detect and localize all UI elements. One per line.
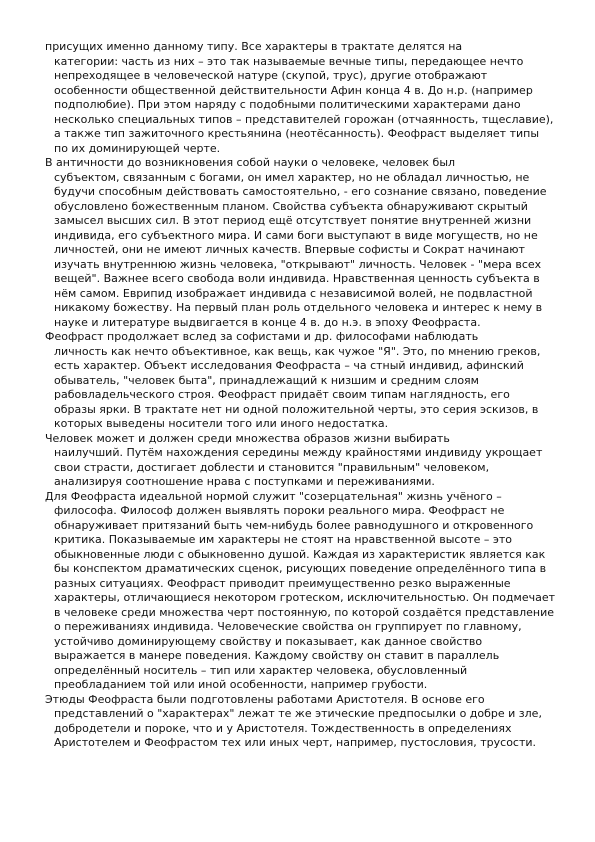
paragraph <box>45 156 555 330</box>
paragraph-body: философа. Философ должен выявлять пороки реального мира. Феофраст не обнаруживает притязаний быть чем-нибудь более равнодушного и откровенного критика. Показываемые им характеры не стоят на нравственной высоте – это обыкновенные люди с обыкновенно душой. Каждая из характеристик является как бы конспектом драматических сценок, рисующих поведение определённого типа в разных ситуациях. Феофраст приводит преимущественно резко выраженные характеры, отличающиеся некотором гротеском, исключительностью. Он подмечает в человеке среди множества черт постоянную, по которой создаётся представление о переживаниях индивида. Человеческие свойства он группирует по главному, устойчиво доминирующему свойству и показывает, как данное свойство выражается в манере поведения. Каждому свойству он ставит в параллель определённый носитель – тип или характер человека, обусловленный преобладанием той или иной особенности, например грубости. <box>54 504 556 691</box>
paragraph-first-line: Феофраст продолжает вслед за софистами и др. философами наблюдать <box>45 330 479 343</box>
paragraph <box>45 330 555 432</box>
paragraph-body: наилучший. Путём нахождения середины между крайностями индивиду укрощает свои страсти, достигает доблести и становится "правильным" человеком, анализируя соотношение нрава с поступками и переживаниями. <box>54 446 543 488</box>
paragraph <box>45 693 555 751</box>
paragraph-first-line: Человек может и должен среди множества образов жизни выбирать <box>45 431 450 445</box>
paragraph-body: личность как нечто объективное, как вещь, как чужое "Я". Это, по мнению греков, есть характер. Объект исследования Феофраста – ча стный индивид, афинский обыватель, "человек быта", принадлежащий к низшим и средним слоям рабовладельческого строя. Феофраст придаёт своим типам наглядность, его образы ярки. В трактате нет ни одной положительной черты, это серия эскизов, в которых выведены носители того или иного недостатка. <box>54 344 541 430</box>
paragraph-body: категории: часть из них – это так называемые вечные типы, передающее нечто непреходящее в человеческой натуре (скупой, трус), другие отображают особенности общественной действительности Афин конца 4 в. До н.р. (например подполюбие). При этом наряду с подобными политическими характерами дано несколько специальных типов – представителей горожан (отчаянность, тщеславие), а также тип зажиточного крестьянина (неотёсанность). Феофраст выделяет типы по их доминирующей черте. <box>54 54 554 155</box>
paragraph-body: представлений о "характерах" лежат те же этические предпосылки о добре и зле, добродетели и пороке, что и у Аристотеля. Тождественность в определениях Аристотелем и Феофрастом тех или иных черт, например, пустословия, трусости. <box>54 707 542 749</box>
paragraph <box>45 490 555 693</box>
paragraph-first-line: присущих именно данному типу. Все характеры в трактате делятся на <box>45 40 463 53</box>
paragraph-body: субъектом, связанным с богами, он имел характер, но не обладал личностью, не будучи способным действовать самостоятельно, - его сознание связано, поведение обусловлено божественным планом. Свойства субъекта обнаруживают скрытый замысел высших сил. В этот период ещё отсутствует понятие внутренней жизни индивида, его субъектного мира. И сами боги выступают в виде могуществ, но не личностей, они не имеют личных качеств. Впервые софисты и Сократ начинают изучать внутреннюю жизнь человека, "открывают" личность. Человек - "мера всех вещей". Важнее всего свобода воли индивида. Нравственная ценность субъекта в нём самом. Еврипид изображает индивида с независимой волей, не подвластной никакому божеству. На первый план роль отдельного человека и интерес к нему в науке и литературе выдвигается в конце 4 в. до н.э. в эпоху Феофраста. <box>54 170 547 329</box>
paragraph <box>45 40 555 156</box>
paragraph-first-line: Этюды Феофраста были подготовлены работами Аристотеля. В основе его <box>45 692 485 706</box>
paragraph-first-line: В античности до возникновения собой науки о человеке, человек был <box>45 156 456 169</box>
document-page <box>45 40 555 751</box>
paragraph <box>45 432 555 490</box>
paragraph-first-line: Для Феофраста идеальной нормой служит "созерцательная" жизнь учёного – <box>45 489 502 503</box>
